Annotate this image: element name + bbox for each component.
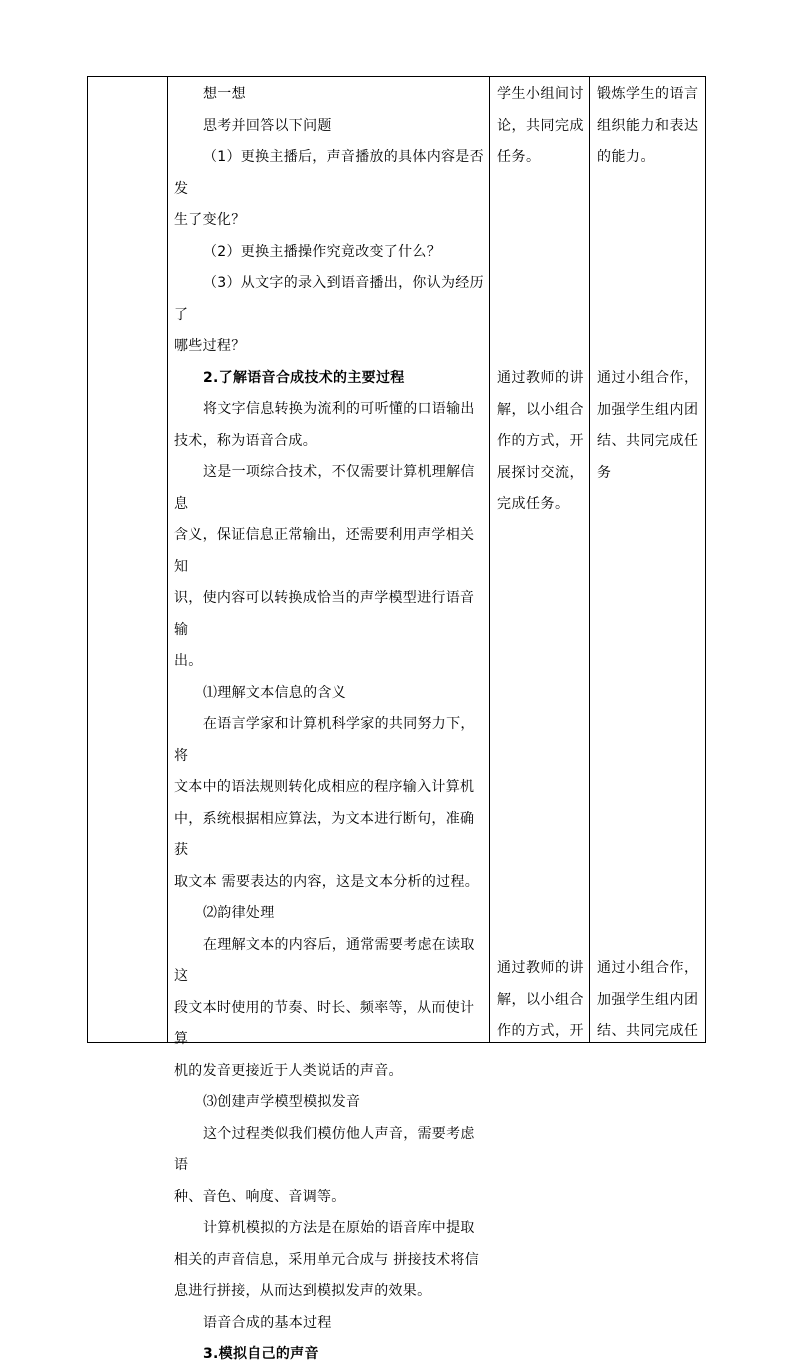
intent-line: 组织能力和表达 [597, 117, 699, 134]
content-line: 思考并回答以下问题 [203, 117, 332, 134]
student-line: 完成任务。 [497, 496, 570, 512]
content-line: 种、音色、响度、音调等。 [174, 1188, 346, 1205]
intent-line: 加强学生组内团 [597, 401, 699, 418]
student-activity-block-1 [490, 79, 588, 174]
content-line: 中，系统根据相应算法，为文本进行断句，准确获 [174, 810, 475, 858]
content-line: ⑶创建声学模型模拟发音 [203, 1094, 361, 1110]
content-line: 这是一项综合技术，不仅需要计算机理解信息 [174, 464, 475, 512]
intent-line: 结、共同完成任 [597, 433, 699, 449]
intent-line: 通过小组合作， [597, 370, 699, 386]
student-activity-cell [490, 77, 588, 1042]
student-line: 学生小组间讨 [497, 86, 584, 102]
content-line: ⑴理解文本信息的含义 [203, 684, 346, 701]
teaching-content-cell [168, 77, 488, 1362]
content-line: 取文本 需要表达的内容，这是文本分析的过程。 [174, 873, 480, 890]
content-line: 技术，称为语音合成。 [174, 432, 317, 449]
empty-label-cell [88, 77, 167, 1042]
design-intent-cell [590, 77, 706, 1042]
content-line: 在理解文本的内容后，通常需要考虑在读取这 [174, 936, 475, 984]
student-line: 论，共同完成 [497, 117, 584, 134]
content-line: 息进行拼接，从而达到模拟发声的效果。 [174, 1283, 432, 1299]
content-line: 生了变化？ [174, 212, 246, 228]
content-line: 计算机模拟的方法是在原始的语音库中提取 [203, 1220, 475, 1236]
content-line: 这个过程类似我们模仿他人声音，需要考虑语 [174, 1125, 475, 1173]
content-line: ⑵韵律处理 [203, 905, 275, 921]
content-line: 相关的声音信息，采用单元合成与 拼接技术将信 [174, 1251, 480, 1268]
design-intent-block-3 [590, 953, 706, 1048]
content-line: （1）更换主播后，声音播放的具体内容是否发 [174, 149, 484, 197]
intent-line: 结、共同完成任 [597, 1023, 699, 1039]
content-line: 想一想 [203, 86, 246, 102]
content-line: 文本中的语法规则转化成相应的程序输入计算机 [174, 779, 475, 795]
student-line: 通过教师的讲 [497, 370, 584, 386]
intent-line: 务 [597, 464, 612, 481]
design-intent-block-2 [590, 363, 706, 489]
content-line: 将文字信息转换为流利的可听懂的口语输出 [203, 401, 475, 417]
student-activity-block-3 [490, 953, 588, 1048]
content-line: 2.了解语音合成技术的主要过程 [203, 369, 405, 386]
student-line: 任务。 [497, 149, 541, 165]
content-line: （3）从文字的录入到语音播出，你认为经历了 [174, 275, 484, 323]
content-line: 在语言学家和计算机科学家的共同努力下，将 [174, 716, 475, 764]
lesson-plan-table [87, 76, 706, 1362]
student-line: 作的方式，开 [497, 433, 584, 449]
content-line: 含义，保证信息正常输出，还需要利用声学相关知 [174, 527, 475, 575]
content-line: 3.模拟自己的声音 [203, 1346, 319, 1362]
content-line: （2）更换主播操作究竟改变了什么？ [203, 243, 442, 260]
content-line: 机的发音更接近于人类说话的声音。 [174, 1062, 403, 1079]
intent-line: 通过小组合作， [597, 960, 699, 976]
content-line: 哪些过程？ [174, 338, 246, 354]
student-line: 解，以小组合 [497, 401, 584, 418]
student-line: 通过教师的讲 [497, 960, 584, 976]
content-line: 语音合成的基本过程 [203, 1314, 332, 1331]
student-line: 作的方式，开 [497, 1023, 584, 1039]
student-line: 展探讨交流， [497, 464, 584, 481]
student-activity-block-2 [490, 363, 588, 521]
student-line: 解，以小组合 [497, 991, 584, 1008]
intent-line: 锻炼学生的语言 [597, 86, 699, 102]
content-line: 段文本时使用的节奏、时长、频率等，从而使计算 [174, 999, 475, 1047]
intent-line: 的能力。 [597, 149, 655, 165]
content-line: 识，使内容可以转换成恰当的声学模型进行语音输 [174, 590, 475, 638]
content-line: 出。 [174, 653, 203, 669]
design-intent-block-1 [590, 79, 706, 174]
intent-line: 加强学生组内团 [597, 991, 699, 1008]
